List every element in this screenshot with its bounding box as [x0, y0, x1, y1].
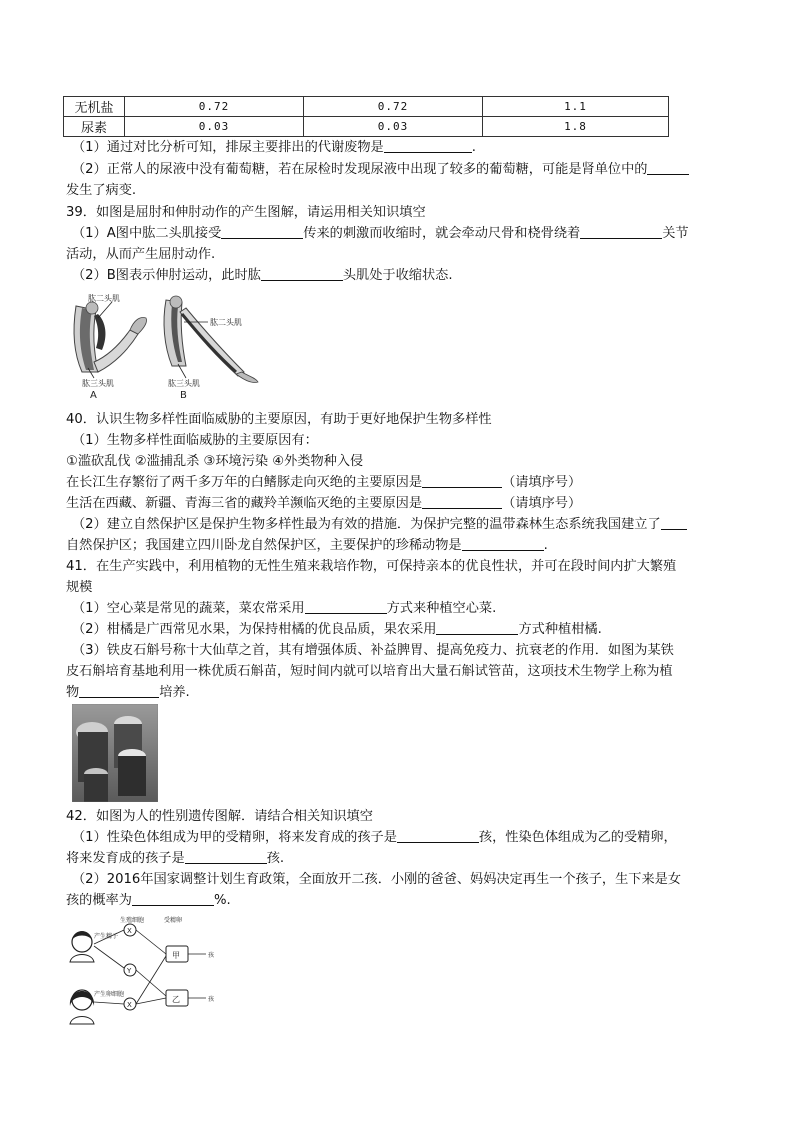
father-icon: [70, 931, 94, 962]
answer-blank[interactable]: [185, 849, 267, 864]
caption-b: B: [180, 390, 187, 401]
label-biceps-a: 肱二头肌: [88, 294, 120, 303]
father-label: 产生精子: [94, 933, 119, 940]
q38-part2: （2）正常人的尿液中没有葡萄糖，若在尿检时发现尿液中出现了较多的葡萄糖，可能是肾单位中的: [72, 160, 689, 180]
q41-part2: （2）柑橘是广西常见水果，为保持柑橘的优良品质，果农采用 方式种植柑橘.: [72, 622, 602, 637]
zygote-jia: 甲: [172, 951, 180, 960]
q40-part1: （1）生物多样性面临威胁的主要原因有：: [72, 433, 318, 448]
q41-part1: （1）空心菜是常见的蔬菜，菜农常采用 方式来种植空心菜.: [72, 601, 497, 616]
q41-title-cont: 规模: [66, 580, 93, 595]
caption-a: A: [90, 390, 97, 401]
answer-blank[interactable]: [397, 828, 479, 843]
q41-part3: （3）铁皮石斛号称十大仙草之首，其有增强体质、补益脾胃、提高免疫力、抗衰老的作用．如图为某铁: [72, 643, 674, 658]
q39-title: 39．如图是屈肘和伸肘动作的产生图解，请运用相关知识填空: [66, 205, 426, 220]
gamete-y-father: Y: [127, 967, 132, 975]
q40-part2: （2）建立自然保护区是保护生物多样性最为有效的措施．为保护完整的温带森林生态系统我国建立了: [72, 515, 687, 535]
q40-part2-cont: 自然保护区；我国建立四川卧龙自然保护区，主要保护的珍稀动物是 .: [66, 538, 548, 553]
header-zygote: 受精卵: [164, 917, 183, 924]
q42-part1-cont: 将来发育成的孩子是 孩.: [66, 851, 285, 866]
table-row: [64, 97, 669, 117]
label-triceps-a: 肱三头肌: [82, 379, 114, 388]
q39-part2: （2）B图表示伸肘运动，此时肱 头肌处于收缩状态.: [72, 268, 453, 283]
urine-composition-table: [63, 96, 669, 137]
gamete-x-father: X: [127, 927, 132, 935]
answer-blank[interactable]: [384, 138, 472, 153]
q40-line2: 生活在西藏、新疆、青海三省的藏羚羊濒临灭绝的主要原因是 （请填序号）: [66, 496, 582, 511]
label-biceps-b: 肱二头肌: [210, 318, 242, 327]
answer-blank[interactable]: [79, 683, 159, 698]
q41-title: 41．在生产实践中，利用植物的无性生殖来栽培作物，可保持亲本的优良性状，并可在段时间内扩大繁殖: [66, 559, 677, 574]
q39-part1: （1）A图中肱二头肌接受 传来的刺激而收缩时，就会牵动尺骨和桡骨绕着 关节: [72, 226, 689, 241]
extended-arm-illustration: [164, 296, 258, 383]
answer-blank[interactable]: [221, 224, 303, 239]
row-label: 尿素: [64, 117, 125, 137]
table-cell: 0.72: [125, 97, 304, 117]
table-row: [64, 117, 669, 137]
outcome-yi: 孩: [208, 996, 215, 1003]
q41-part3-cont: 皮石斛培育基地利用一株优质石斛苗，短时间内就可以培育出大量石斛试管苗，这项技术生物学上称为植: [66, 664, 673, 679]
answer-blank[interactable]: [462, 536, 544, 551]
answer-blank[interactable]: [422, 494, 502, 509]
q40-title: 40．认识生物多样性面临威胁的主要原因，有助于更好地保护生物多样性: [66, 412, 492, 427]
table-cell: 0.03: [304, 117, 483, 137]
q41-part3-cont2: 物 培养.: [66, 685, 190, 700]
answer-blank[interactable]: [305, 599, 387, 614]
answer-blank[interactable]: [132, 891, 214, 906]
answer-blank[interactable]: [661, 515, 687, 530]
gamete-x-mother: X: [127, 1001, 132, 1009]
mother-label: 产生卵细胞: [94, 991, 125, 998]
table-cell: 0.03: [125, 117, 304, 137]
mother-icon: [70, 990, 94, 1024]
q42-part1: （1）性染色体组成为甲的受精卵，将来发育成的孩子是 孩，性染色体组成为乙的受精卵，: [72, 830, 677, 845]
dendrobium-tissue-culture-photo: [72, 704, 158, 802]
answer-blank[interactable]: [422, 473, 502, 488]
q42-part2-cont: 孩的概率为 %.: [66, 893, 231, 908]
q40-line1: 在长江生存繁衍了两千多万年的白鳍豚走向灭绝的主要原因是 （请填序号）: [66, 475, 582, 490]
answer-blank[interactable]: [580, 224, 662, 239]
table-cell: 1.1: [483, 97, 669, 117]
q38-part2-cont: 发生了病变.: [66, 183, 137, 198]
outcome-jia: 孩: [208, 952, 215, 959]
q42-part2: （2）2016年国家调整计划生育政策，全面放开二孩．小刚的爸爸、妈妈决定再生一个孩子，生下来是女: [72, 872, 682, 887]
q40-options: ①滥砍乱伐 ②滥捕乱杀 ③环境污染 ④外类物种入侵: [66, 454, 364, 469]
answer-blank[interactable]: [647, 160, 689, 175]
q38-part1: （1）通过对比分析可知，排尿主要排出的代谢废物是 .: [72, 140, 476, 155]
table-cell: 1.8: [483, 117, 669, 137]
table-cell: 0.72: [304, 97, 483, 117]
answer-blank[interactable]: [261, 266, 343, 281]
zygote-yi: 乙: [172, 995, 180, 1004]
header-germ-cells: 生殖细胞: [120, 917, 145, 924]
arm-muscle-figure: [68, 292, 268, 402]
sex-inheritance-diagram: [68, 914, 228, 1030]
flexed-arm-illustration: [74, 302, 147, 372]
answer-blank[interactable]: [436, 620, 518, 635]
q39-part1-cont: 活动，从而产生屈肘动作.: [66, 247, 216, 262]
row-label: 无机盐: [64, 97, 125, 117]
label-triceps-b: 肱三头肌: [168, 379, 200, 388]
q42-title: 42．如图为人的性别遗传图解．请结合相关知识填空: [66, 809, 373, 824]
